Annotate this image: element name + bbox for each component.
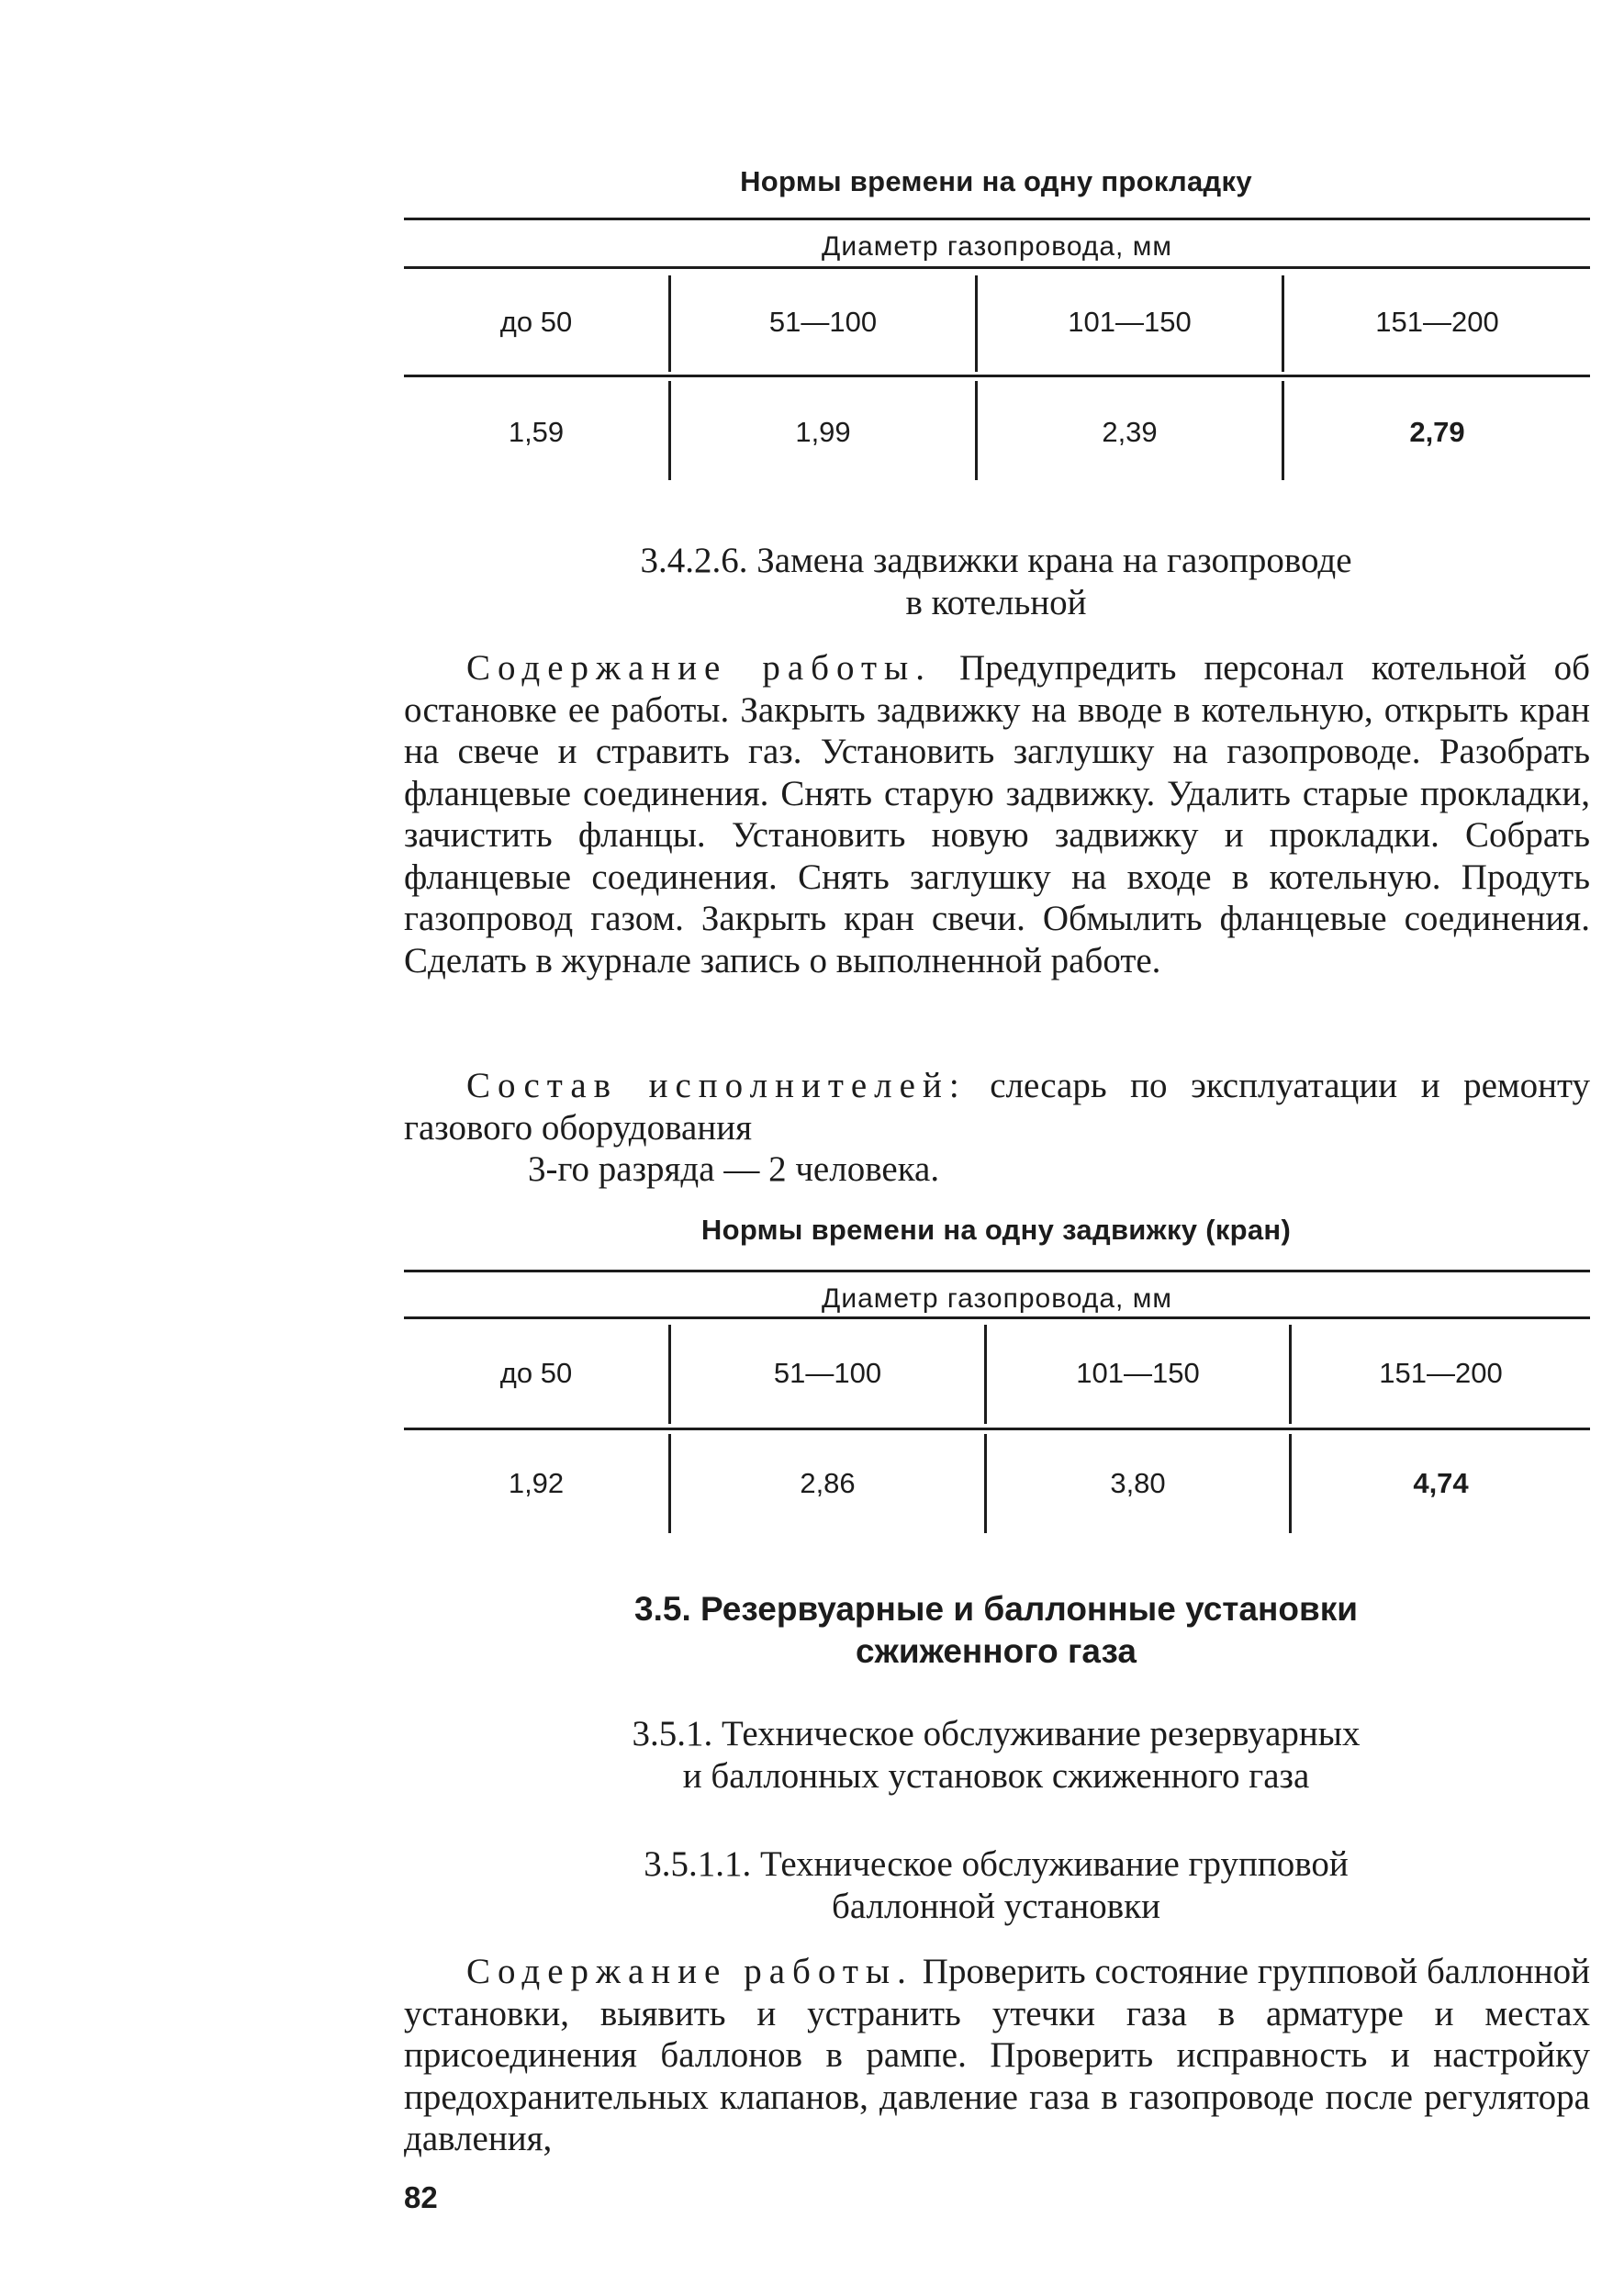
content-paragraph [404,1951,1590,2157]
table1-value-cell: 1,59 [508,416,565,448]
table2-value-cell: 4,74 [1413,1467,1469,1499]
table2-header-rule [404,1428,1590,1430]
table2-caption: Диаметр газопровода, мм [822,1283,1172,1314]
table2-header-cell: 151—200 [1379,1357,1503,1389]
heading-line: 3.4.2.6. Замена задвижки крана на газопроводе [640,541,1352,580]
table2-caption-rule [404,1316,1590,1319]
section-heading-3-5 [404,1588,1588,1673]
table1-header-cell: до 50 [499,306,573,338]
table2-top-rule [404,1270,1590,1272]
table1-header-cell: 101—150 [1068,306,1192,338]
heading-line: баллонной установки [831,1887,1161,1926]
heading-line: 3.5.1.1. Техническое обслуживание групповой [644,1844,1349,1884]
table2-value-cell: 3,80 [1110,1467,1166,1499]
table1-value-cell: 1,99 [795,416,851,448]
heading-line: 3.5. Резервуарные и баллонные установки [634,1590,1358,1628]
table1-value-cell: 2,79 [1409,416,1465,448]
content-label: Содержание работы. [466,648,932,688]
content-text: Проверить состояние групповой баллонной установки, выявить и устранить утечки газа в арматуре и местах присоединения баллонов в рампе. Проверить исправность и настройку предохранительных клапанов, давление газа в газопроводе после регулятора давления, [404,1952,1590,2157]
table2-header-cell: 101—150 [1076,1357,1200,1389]
content-label: Содержание работы. [466,1952,913,1991]
staff-text: слесарь по эксплуатации и ремонту газового оборудования [404,1066,1591,1148]
heading-line: и баллонных установок сжиженного газа [682,1756,1310,1796]
table1-header-cell: 151—200 [1375,306,1499,338]
table1-top-rule [404,218,1590,220]
content-paragraph [404,647,1590,981]
staff-paragraph [404,1065,1590,1148]
heading-line: 3.5.1. Техническое обслуживание резервуарных [632,1714,1361,1753]
page-number: 82 [404,2180,438,2214]
table2-title: Нормы времени на одну задвижку (кран) [700,1214,1292,1246]
content-text: Предупредить персонал котельной об остановке ее работы. Закрыть задвижку на вводе в котельную, открыть кран на свече и стравить газ. Установить заглушку на газопроводе. Разобрать фланцевые соединения. Снять старую задвижку. Удалить старые прокладки, зачистить фланцы. Установить новую задвижку и прокладки. Собрать фланцевые соединения. Снять заглушку на входе в котельную. Продуть газопровод газом. Закрыть кран свечи. Обмылить фланцевые соединения. Сделать в журнале запись о выполненной работе. [404,648,1590,980]
table1-header-cell: 51—100 [768,306,878,338]
heading-line: сжиженного газа [856,1632,1137,1670]
section-heading-3-4-2-6 [404,540,1588,624]
heading-line: в котельной [905,583,1087,622]
table1-value-cell: 2,39 [1102,416,1158,448]
staff-detail: 3-го разряда — 2 человека. [528,1149,940,1189]
section-heading-3-5-1-1 [404,1843,1588,1928]
section-heading-3-5-1 [404,1713,1588,1798]
table1-caption: Диаметр газопровода, мм [822,231,1172,262]
table2-value-cell: 1,92 [508,1467,565,1499]
table1-header-rule [404,375,1590,377]
staff-label: Состав исполнителей: [466,1066,967,1105]
table1-caption-rule [404,266,1590,269]
table2-header-cell: 51—100 [773,1357,882,1389]
table1-title: Нормы времени на одну прокладку [740,165,1252,197]
table2-header-cell: до 50 [499,1357,573,1389]
table2-value-cell: 2,86 [800,1467,856,1499]
